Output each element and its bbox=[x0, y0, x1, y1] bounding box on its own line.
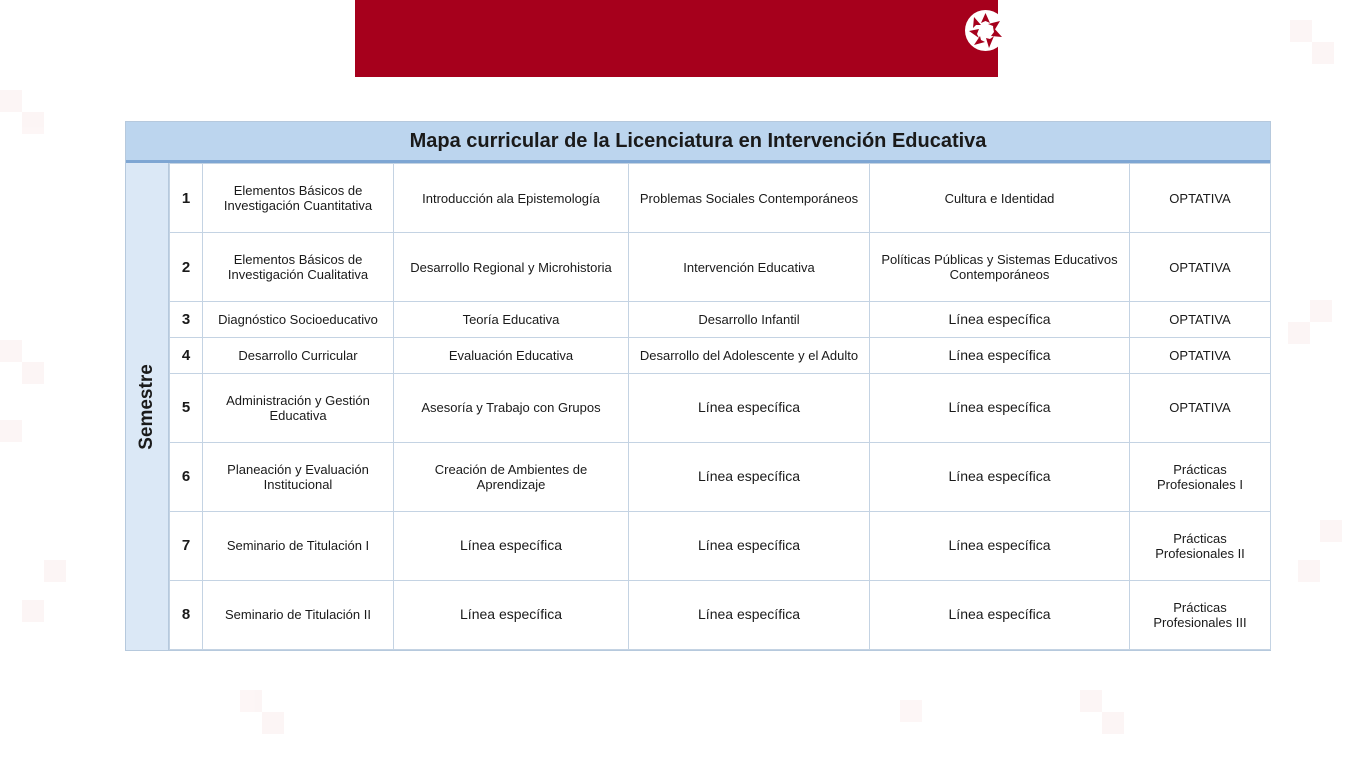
semester-number: 6 bbox=[170, 442, 203, 511]
course-cell: Administración y Gestión Educativa bbox=[203, 373, 394, 442]
course-cell: Teoría Educativa bbox=[394, 302, 629, 338]
course-cell: Prácticas Profesionales I bbox=[1130, 442, 1271, 511]
course-cell: Diagnóstico Socioeducativo bbox=[203, 302, 394, 338]
brand-name: CRESON bbox=[1012, 14, 1094, 34]
semester-number: 2 bbox=[170, 233, 203, 302]
curriculum-grid bbox=[169, 163, 1271, 650]
course-cell: OPTATIVA bbox=[1130, 373, 1271, 442]
semester-number: 3 bbox=[170, 302, 203, 338]
header-banner bbox=[355, 0, 1094, 77]
table-row bbox=[170, 337, 1271, 373]
course-cell: Línea específica bbox=[394, 511, 629, 580]
course-cell: Elementos Básicos de Investigación Cualitativa bbox=[203, 233, 394, 302]
table-row bbox=[170, 164, 1271, 233]
map-title-bar bbox=[126, 122, 1270, 163]
brand-subtitle-line: Profesional Docente de Sonora bbox=[1028, 40, 1092, 45]
course-cell: OPTATIVA bbox=[1130, 302, 1271, 338]
semester-number: 1 bbox=[170, 164, 203, 233]
brand-subtitle bbox=[1028, 35, 1092, 45]
course-cell: OPTATIVA bbox=[1130, 164, 1271, 233]
course-cell: Introducción ala Epistemología bbox=[394, 164, 629, 233]
course-cell: Desarrollo Curricular bbox=[203, 337, 394, 373]
course-cell: Creación de Ambientes de Aprendizaje bbox=[394, 442, 629, 511]
course-cell: Desarrollo del Adolescente y el Adulto bbox=[629, 337, 870, 373]
semester-label: Semestre bbox=[136, 363, 157, 450]
course-cell: Línea específica bbox=[870, 580, 1130, 649]
brand-subtitle-line: Centro Regional de Formación bbox=[1028, 35, 1091, 40]
course-cell: Asesoría y Trabajo con Grupos bbox=[394, 373, 629, 442]
course-cell: Cultura e Identidad bbox=[870, 164, 1130, 233]
course-cell: Línea específica bbox=[629, 442, 870, 511]
course-cell: Evaluación Educativa bbox=[394, 337, 629, 373]
table-row bbox=[170, 233, 1271, 302]
course-cell: Desarrollo Infantil bbox=[629, 302, 870, 338]
course-cell: Línea específica bbox=[870, 373, 1130, 442]
course-cell: Línea específica bbox=[394, 580, 629, 649]
course-cell: Línea específica bbox=[870, 337, 1130, 373]
table-row bbox=[170, 302, 1271, 338]
course-cell: OPTATIVA bbox=[1130, 233, 1271, 302]
course-cell: Línea específica bbox=[629, 580, 870, 649]
semester-number: 7 bbox=[170, 511, 203, 580]
course-cell: Prácticas Profesionales III bbox=[1130, 580, 1271, 649]
map-title: Mapa curricular de la Licenciatura en Intervención Educativa bbox=[409, 129, 987, 152]
table-row bbox=[170, 580, 1271, 649]
curriculum-map bbox=[125, 121, 1271, 651]
course-cell: Línea específica bbox=[870, 302, 1130, 338]
creson-emblem-icon bbox=[964, 9, 1007, 52]
course-cell: Línea específica bbox=[870, 511, 1130, 580]
semester-number: 8 bbox=[170, 580, 203, 649]
course-cell: Línea específica bbox=[870, 442, 1130, 511]
course-cell: Políticas Públicas y Sistemas Educativos Contemporáneos bbox=[870, 233, 1130, 302]
course-cell: Línea específica bbox=[629, 373, 870, 442]
course-cell: Desarrollo Regional y Microhistoria bbox=[394, 233, 629, 302]
semester-number: 4 bbox=[170, 337, 203, 373]
course-cell: Seminario de Titulación II bbox=[203, 580, 394, 649]
table-row bbox=[170, 373, 1271, 442]
semester-number: 5 bbox=[170, 373, 203, 442]
course-cell: Intervención Educativa bbox=[629, 233, 870, 302]
course-cell: Planeación y Evaluación Institucional bbox=[203, 442, 394, 511]
creson-logo bbox=[964, 9, 1094, 53]
course-cell: OPTATIVA bbox=[1130, 337, 1271, 373]
table-row bbox=[170, 442, 1271, 511]
course-cell: Seminario de Titulación I bbox=[203, 511, 394, 580]
course-cell: Elementos Básicos de Investigación Cuantitativa bbox=[203, 164, 394, 233]
semester-column bbox=[126, 163, 169, 650]
table-row bbox=[170, 511, 1271, 580]
course-cell: Problemas Sociales Contemporáneos bbox=[629, 164, 870, 233]
course-cell: Prácticas Profesionales II bbox=[1130, 511, 1271, 580]
course-cell: Línea específica bbox=[629, 511, 870, 580]
